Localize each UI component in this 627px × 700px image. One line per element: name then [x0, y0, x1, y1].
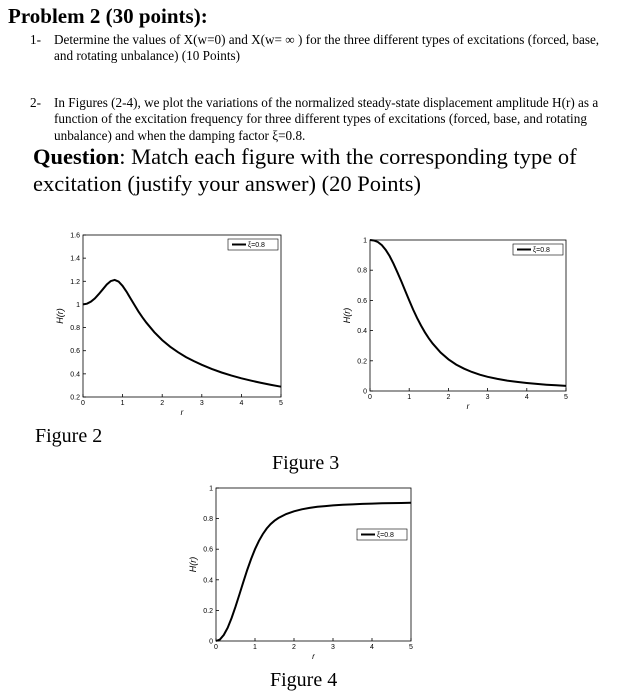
fig4-y-axis-label: H(r) — [188, 556, 198, 573]
item-2-number: 2- — [30, 95, 41, 110]
figure-2-caption: Figure 2 — [35, 425, 103, 447]
fig3-legend-label: ξ=0.8 — [533, 247, 550, 254]
question-text: : Match each figure with the corresponding type of excitation (justify your answer) (20 Points) — [33, 144, 577, 196]
fig2-legend-label: ξ=0.8 — [248, 242, 265, 249]
fig3-xtick-label: 2 — [446, 394, 451, 401]
fig4-ytick-label: 0.4 — [203, 577, 213, 585]
fig4-xtick-label: 2 — [292, 644, 296, 651]
fig4-ytick-label: 1 — [209, 485, 213, 493]
item-2-text: In Figures (2-4), we plot the variations of the normalized steady-state displacement amplitude H(r) as a function of the excitation frequency for three different types of excitations (forced, base, and rotating unbalance) and when the damping factor ξ=0.8. — [54, 95, 599, 143]
fig4-ytick-label: 0 — [209, 638, 213, 646]
question-label: Question — [33, 144, 120, 169]
fig4-series-line — [216, 503, 411, 641]
fig3-axes-frame — [370, 240, 566, 391]
fig3-xtick-label: 3 — [485, 394, 490, 401]
fig2-ytick-label: 0.8 — [70, 325, 80, 333]
fig2-y-axis-label: H(r) — [55, 308, 65, 324]
item-1-text: Determine the values of X(w=0) and X(w= ∞ ) for the three different types of excitations (forced, base, and rotating unbalance) (10 Points) — [54, 32, 600, 64]
fig2-series-line — [83, 280, 281, 387]
fig2-ytick-label: 1 — [76, 301, 80, 309]
fig4-ytick-label: 0.6 — [203, 546, 213, 554]
fig3-x-axis-label: r — [466, 402, 470, 411]
problem-title: Problem 2 (30 points): — [8, 4, 208, 28]
fig3-ytick-label: 0.8 — [357, 267, 367, 275]
item-1-number: 1- — [30, 32, 41, 47]
fig2-xtick-label: 4 — [239, 400, 244, 407]
fig3-xtick-label: 5 — [564, 394, 568, 401]
fig3-ytick-label: 0.2 — [357, 358, 367, 366]
fig4-ytick-label: 0.8 — [203, 516, 213, 524]
fig3-xtick-label: 0 — [368, 394, 372, 401]
fig3-series-line — [370, 240, 566, 386]
fig4-xtick-label: 4 — [370, 644, 374, 651]
figure-4-chart — [188, 486, 413, 662]
fig4-xtick-label: 5 — [409, 644, 413, 651]
fig4-axes-frame — [216, 488, 411, 641]
figure-3-caption: Figure 3 — [272, 452, 340, 474]
fig4-ytick-label: 0.2 — [203, 607, 213, 615]
fig2-x-axis-label: r — [180, 408, 184, 417]
fig2-xtick-label: 3 — [199, 400, 204, 407]
fig3-ytick-label: 0 — [363, 388, 367, 396]
fig4-legend-label: ξ=0.8 — [377, 532, 394, 539]
figure-2-chart — [55, 233, 283, 418]
fig2-xtick-label: 0 — [81, 400, 85, 407]
fig2-ytick-label: 0.6 — [70, 348, 80, 356]
fig4-x-axis-label: r — [312, 652, 315, 661]
fig4-xtick-label: 3 — [331, 644, 335, 651]
fig4-xtick-label: 1 — [253, 644, 257, 651]
fig2-ytick-label: 0.4 — [70, 371, 80, 379]
fig3-xtick-label: 1 — [407, 394, 412, 401]
fig3-ytick-label: 1 — [363, 237, 367, 245]
fig2-ytick-label: 1.4 — [70, 255, 80, 263]
fig2-ytick-label: 1.6 — [70, 232, 80, 240]
fig2-ytick-label: 0.2 — [70, 394, 80, 402]
fig3-xtick-label: 4 — [524, 394, 529, 401]
fig3-ytick-label: 0.4 — [357, 328, 367, 336]
fig2-xtick-label: 2 — [160, 400, 165, 407]
figure-3-chart — [342, 238, 568, 412]
fig3-y-axis-label: H(r) — [342, 307, 352, 324]
figure-4-caption: Figure 4 — [270, 669, 338, 691]
fig2-xtick-label: 5 — [279, 400, 283, 407]
fig4-xtick-label: 0 — [214, 644, 218, 651]
fig3-ytick-label: 0.6 — [357, 297, 367, 305]
fig2-axes-frame — [83, 235, 281, 397]
fig2-ytick-label: 1.2 — [70, 278, 80, 286]
fig2-xtick-label: 1 — [120, 400, 125, 407]
